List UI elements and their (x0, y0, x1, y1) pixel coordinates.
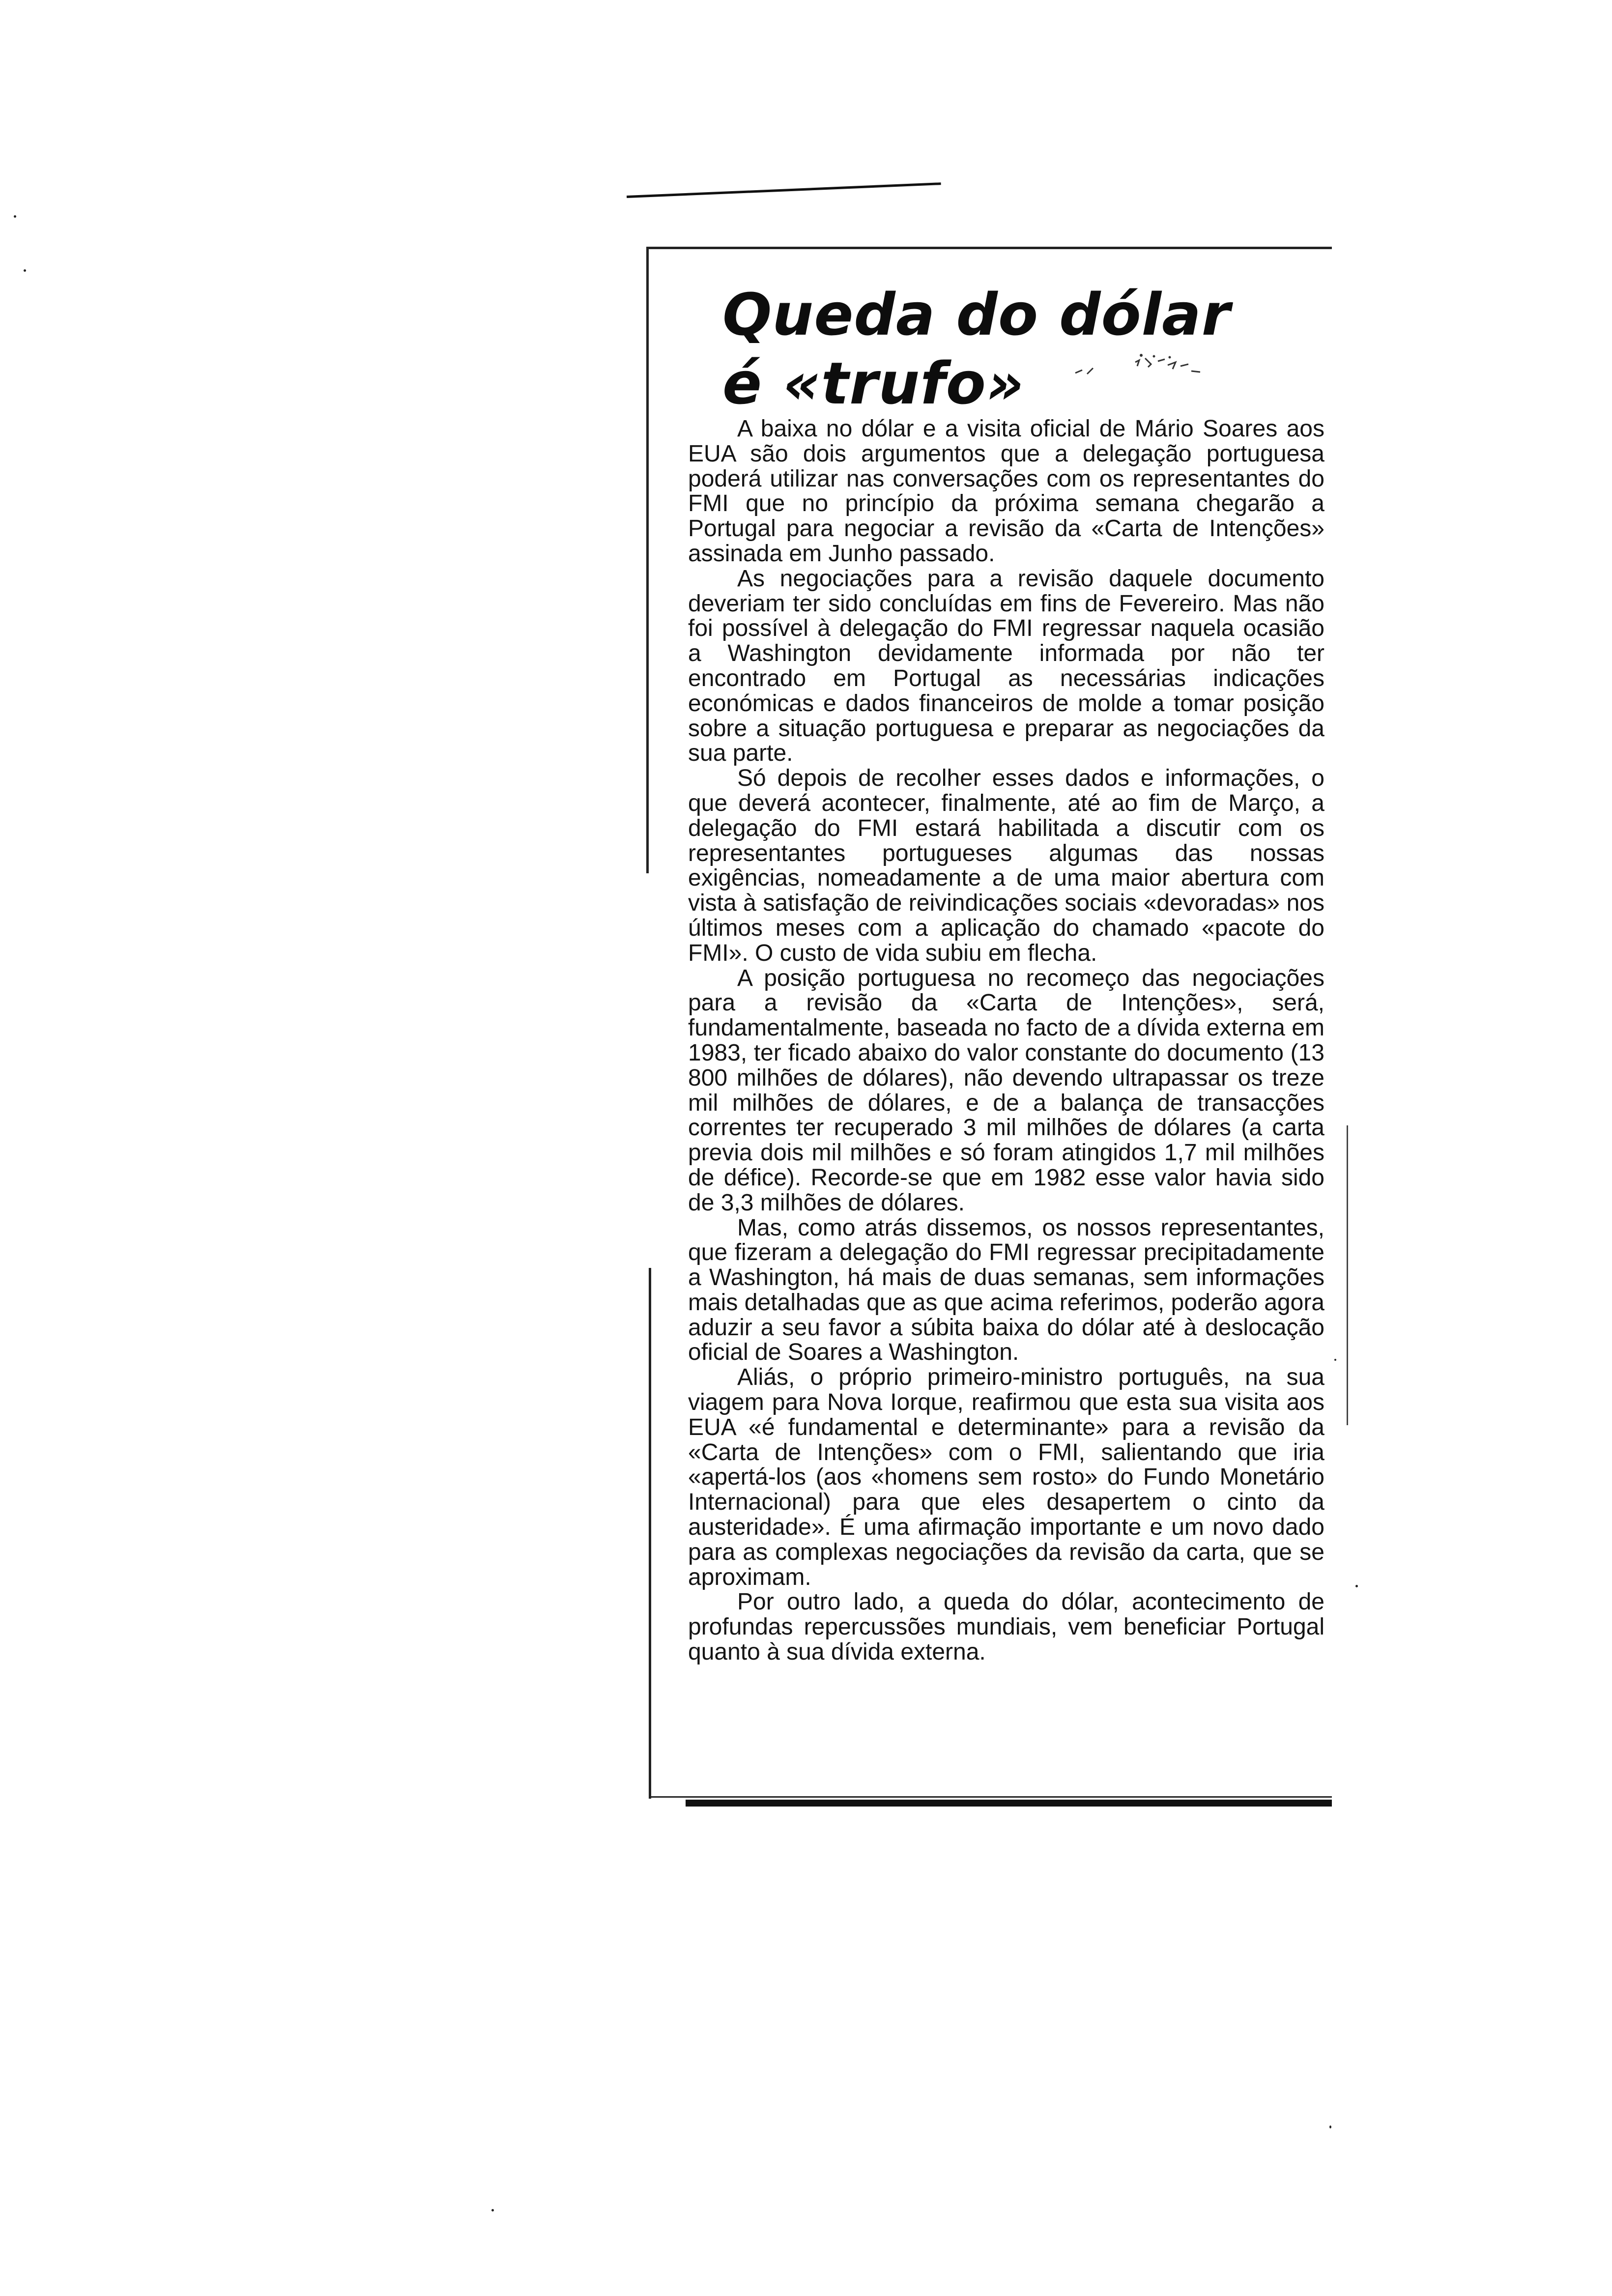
headline-line-2: é «trufo» (722, 349, 1025, 417)
headline-line-1: Queda do dólar (722, 281, 1231, 348)
clipping-right-rule (1347, 1125, 1348, 1425)
article-paragraph: Só depois de recolher esses dados e informações, o que deverá acontecer, finalmente, até ao fim de Março, a delegação do FMI estará habilitada a discutir com os representantes portugueses algumas das nossas exigências, nomeadamente a de uma maior abertura com vista à satisfação de reivindicações sociais «devoradas» nos últimos meses com a aplicação do chamado «pacote do FMI». O custo de vida subiu em flecha. (688, 765, 1324, 966)
headline-print-noise (1071, 351, 1234, 381)
scan-speck (491, 2209, 494, 2211)
scan-speck (1334, 1359, 1336, 1361)
article-paragraph: Mas, como atrás dissemos, os nossos representantes, que fizeram a delegação do FMI regressar precipitadamente a Washington, há mais de duas semanas, sem informações mais detalhadas que as que acima referimos, poderão agora aduzir a seu favor a súbita baixa do dólar até à deslocação oficial de Soares a Washington. (688, 1214, 1324, 1366)
clipping-left-rule (646, 247, 649, 873)
article-paragraph: Aliás, o próprio primeiro-ministro português, na sua viagem para Nova Iorque, reafirmou que esta sua visita aos EUA «é fundamental e determinante» para a revisão da «Carta de Intenções» com o FMI, salientando que iria «apertá-los (aos «homens sem rosto» do Fundo Monetário Internacional) para que eles desapertem o cinto da austeridade». É uma afirmação importante e um novo dado para as complexas negociações da revisão da carta, que se aproximam. (688, 1364, 1324, 1590)
article-paragraph: A posição portuguesa no recomeço das negociações para a revisão da «Carta de Intenções», será, fundamentalmente, baseada no facto de a dívida externa em 1983, ter ficado abaixo do valor constante do documento (13 800 milhões de dólares), não devendo ultrapassar os treze mil milhões de dólares, e de a balança de transacções correntes ter recuperado 3 mil milhões de dólares (a carta previa dois mil milhões e só foram atingidos 1,7 mil milhões de défice). Recorde-se que em 1982 esse valor havia sido de 3,3 milhões de dólares. (688, 965, 1324, 1216)
scan-speck (1329, 2125, 1331, 2128)
clipping-left-rule-lower (649, 1268, 651, 1799)
article-body (688, 417, 1324, 1665)
scan-speck (24, 269, 26, 272)
clipping-bottom-rule-thin (649, 1796, 1332, 1798)
clipping-top-rule (646, 247, 1332, 249)
article-paragraph: As negociações para a revisão daquele documento deveriam ter sido concluídas em fins de Fevereiro. Mas não foi possível à delegação do FMI regressar naquela ocasião a Washington devidamente informada por não ter encontrado em Portugal as necessárias indicações económicas e dados financeiros de molde a tomar posição sobre a situação portuguesa e preparar as negociações da sua parte. (688, 565, 1324, 767)
scan-speck (1355, 1585, 1358, 1587)
article-paragraph: Por outro lado, a queda do dólar, acontecimento de profundas repercussões mundiais, vem beneficiar Portugal quanto à sua dívida externa. (688, 1589, 1324, 1665)
clipping-bottom-rule (686, 1800, 1332, 1807)
article-paragraph: A baixa no dólar e a visita oficial de Mário Soares aos EUA são dois argumentos que a delegação portuguesa poderá utilizar nas conversações com os representantes do FMI que no princípio da próxima semana chegarão a Portugal para negociar a revisão da «Carta de Intenções» assinada em Junho passado. (688, 416, 1324, 567)
article-headline (722, 280, 1263, 418)
clipping-top-stroke (627, 182, 941, 198)
scan-speck (14, 215, 16, 218)
